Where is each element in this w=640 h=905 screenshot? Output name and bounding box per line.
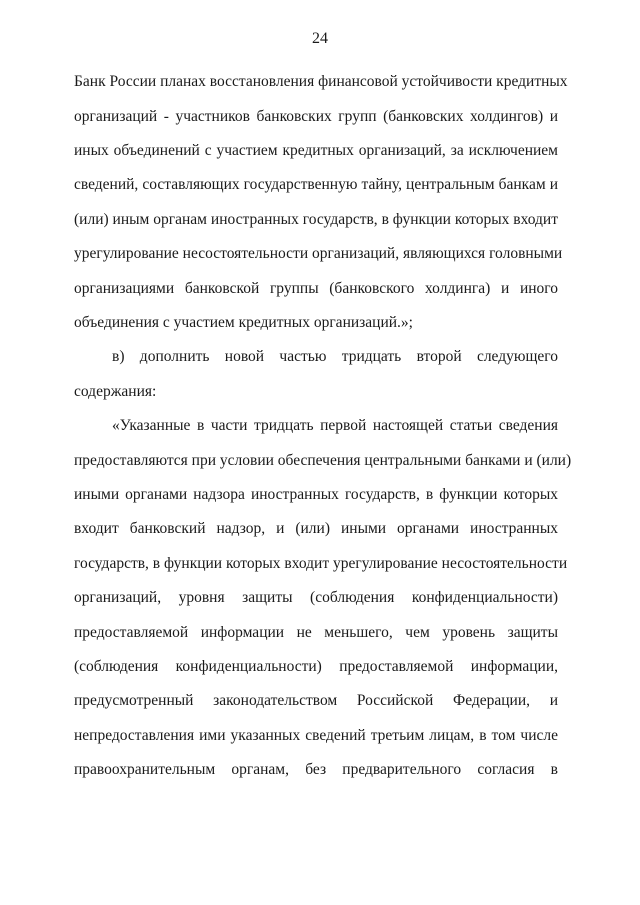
text-line: предоставляемой информации не меньшего, чем уровень защиты [74, 624, 558, 641]
text-line: предоставляются при условии обеспечения центральными банками и (или) [74, 452, 572, 469]
text-line: входит банковский надзор, и (или) иными органами иностранных [74, 520, 558, 537]
text-line: Банк России планах восстановления финансовой устойчивости кредитных [74, 73, 568, 90]
text-line: урегулирование несостоятельности организаций, являющихся головными [74, 245, 563, 262]
text-line: содержания: [74, 383, 157, 400]
text-line: организаций, уровня защиты (соблюдения конфиденциальности) [74, 589, 558, 606]
text-line: объединения с участием кредитных организаций.»; [74, 314, 413, 331]
text-line: иных объединений с участием кредитных организаций, за исключением [74, 142, 558, 159]
text-line: организаций - участников банковских групп (банковских холдингов) и [74, 108, 558, 125]
text-line: (или) иным органам иностранных государств, в функции которых входит [74, 211, 558, 228]
text-line: иными органами надзора иностранных государств, в функции которых [74, 486, 558, 503]
text-line: предусмотренный законодательством Российской Федерации, и [74, 692, 558, 709]
text-line: непредоставления ими указанных сведений третьим лицам, в том числе [74, 727, 558, 744]
text-line: организациями банковской группы (банковского холдинга) и иного [74, 280, 558, 297]
text-line: в) дополнить новой частью тридцать второй следующего [112, 348, 558, 365]
text-line: государств, в функции которых входит урегулирование несостоятельности [74, 555, 568, 572]
text-line: правоохранительным органам, без предварительного согласия в [74, 761, 558, 778]
text-line: сведений, составляющих государственную тайну, центральным банкам и [74, 176, 558, 193]
text-line: (соблюдения конфиденциальности) предоставляемой информации, [74, 658, 558, 675]
text-line: «Указанные в части тридцать первой настоящей статьи сведения [112, 417, 558, 434]
page-number: 24 [312, 30, 328, 47]
